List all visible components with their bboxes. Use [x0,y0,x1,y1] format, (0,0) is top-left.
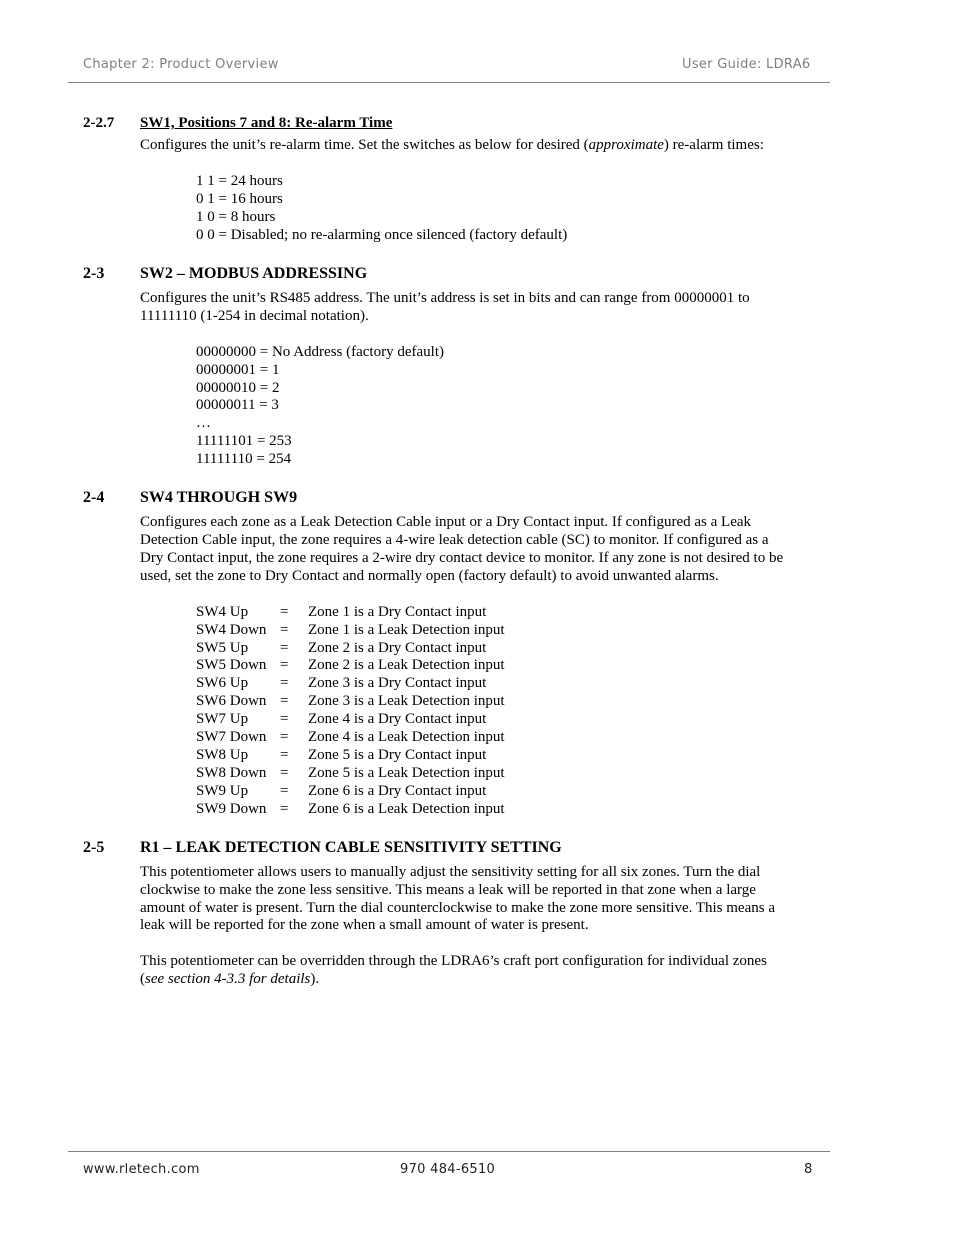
zone-description: Zone 5 is a Leak Detection input [308,765,505,781]
section-title-sensitivity-setting: R1 – LEAK DETECTION CABLE SENSITIVITY SETTING [140,839,562,856]
switch-label: SW7 Up [196,711,249,727]
zone-description: Zone 5 is a Dry Contact input [308,747,487,763]
section-number-2-4: 2-4 [83,489,105,506]
switch-label: SW7 Down [196,729,267,745]
re-alarm-option: 0 1 = 16 hours [196,191,283,207]
switch-label: SW6 Up [196,675,249,691]
zone-description: Zone 2 is a Dry Contact input [308,640,487,656]
zone-description: Zone 6 is a Leak Detection input [308,801,505,817]
zone-config-line: used, set the zone to Dry Contact and normally open (factory default) to avoid unwanted alarms. [140,568,719,584]
zone-config-line: Dry Contact input, the zone requires a 2-wire dry contact device to monitor. If any zone is not desired to be [140,550,784,566]
sensitivity-paragraph-line: amount of water is present. Turn the dial counterclockwise to make the zone more sensitive. This means a [140,900,775,916]
section-number-2-5: 2-5 [83,839,105,856]
override-reference: (see section 4-3.3 for details). [140,971,320,987]
equals-sign: = [280,765,289,781]
modbus-intro-line: Configures the unit’s RS485 address. The unit’s address is set in bits and can range from 00000001 to [140,290,750,306]
address-item: 00000010 = 2 [196,380,280,396]
equals-sign: = [280,693,289,709]
equals-sign: = [280,675,289,691]
running-header-chapter: Chapter 2: Product Overview [83,57,279,72]
address-item: 00000011 = 3 [196,397,279,413]
header-rule [68,82,830,83]
section-number-2-2-7: 2-2.7 [83,115,115,131]
switch-label: SW9 Down [196,801,267,817]
sensitivity-paragraph-line: This potentiometer allows users to manually adjust the sensitivity setting for all six zones. Turn the dial [140,864,761,880]
equals-sign: = [280,747,289,763]
switch-label: SW4 Up [196,604,249,620]
footer-website: www.rletech.com [83,1162,200,1177]
equals-sign: = [280,783,289,799]
override-paragraph-line: This potentiometer can be overridden through the LDRA6’s craft port configuration for individual zones [140,953,767,969]
equals-sign: = [280,729,289,745]
equals-sign: = [280,711,289,727]
running-header-guide: User Guide: LDRA6 [682,57,811,72]
modbus-intro-line: 11111110 (1-254 in decimal notation). [140,308,369,324]
equals-sign: = [280,640,289,656]
sensitivity-paragraph-line: leak will be reported for the zone when a small amount of water is present. [140,917,589,933]
address-item: 11111110 = 254 [196,451,292,467]
section-title-sw4-through-sw9: SW4 THROUGH SW9 [140,489,298,506]
address-item: 11111101 = 253 [196,433,292,449]
address-item: 00000000 = No Address (factory default) [196,344,444,360]
section-number-2-3: 2-3 [83,265,105,282]
equals-sign: = [280,604,289,620]
switch-label: SW6 Down [196,693,267,709]
zone-description: Zone 3 is a Leak Detection input [308,693,505,709]
zone-description: Zone 2 is a Leak Detection input [308,657,505,673]
zone-config-line: Detection Cable input, the zone requires a 4-wire leak detection cable (SC) to monitor. If configured as a [140,532,769,548]
switch-label: SW4 Down [196,622,267,638]
zone-description: Zone 4 is a Dry Contact input [308,711,487,727]
equals-sign: = [280,801,289,817]
footer-phone: 970 484-6510 [400,1162,496,1177]
footer-rule [68,1151,830,1152]
section-title-re-alarm-time: SW1, Positions 7 and 8: Re-alarm Time [140,115,393,131]
switch-label: SW5 Up [196,640,249,656]
page-number: 8 [804,1162,813,1177]
zone-description: Zone 1 is a Dry Contact input [308,604,487,620]
equals-sign: = [280,657,289,673]
zone-description: Zone 1 is a Leak Detection input [308,622,505,638]
zone-description: Zone 3 is a Dry Contact input [308,675,487,691]
address-ellipsis: … [196,415,211,431]
re-alarm-option: 1 0 = 8 hours [196,209,276,225]
address-item: 00000001 = 1 [196,362,280,378]
re-alarm-option: 1 1 = 24 hours [196,173,283,189]
switch-label: SW8 Up [196,747,249,763]
zone-description: Zone 6 is a Dry Contact input [308,783,487,799]
re-alarm-intro: Configures the unit’s re-alarm time. Set the switches as below for desired (approximate) re-alarm times: [140,137,764,153]
switch-label: SW8 Down [196,765,267,781]
section-title-modbus-addressing: SW2 – MODBUS ADDRESSING [140,265,368,282]
switch-label: SW9 Up [196,783,249,799]
sensitivity-paragraph-line: clockwise to make the zone less sensitive. This means a leak will be reported in that zone when a large [140,882,756,898]
switch-label: SW5 Down [196,657,267,673]
zone-description: Zone 4 is a Leak Detection input [308,729,505,745]
re-alarm-option: 0 0 = Disabled; no re-alarming once silenced (factory default) [196,227,568,243]
zone-config-line: Configures each zone as a Leak Detection Cable input or a Dry Contact input. If configured as a Leak [140,514,752,530]
equals-sign: = [280,622,289,638]
